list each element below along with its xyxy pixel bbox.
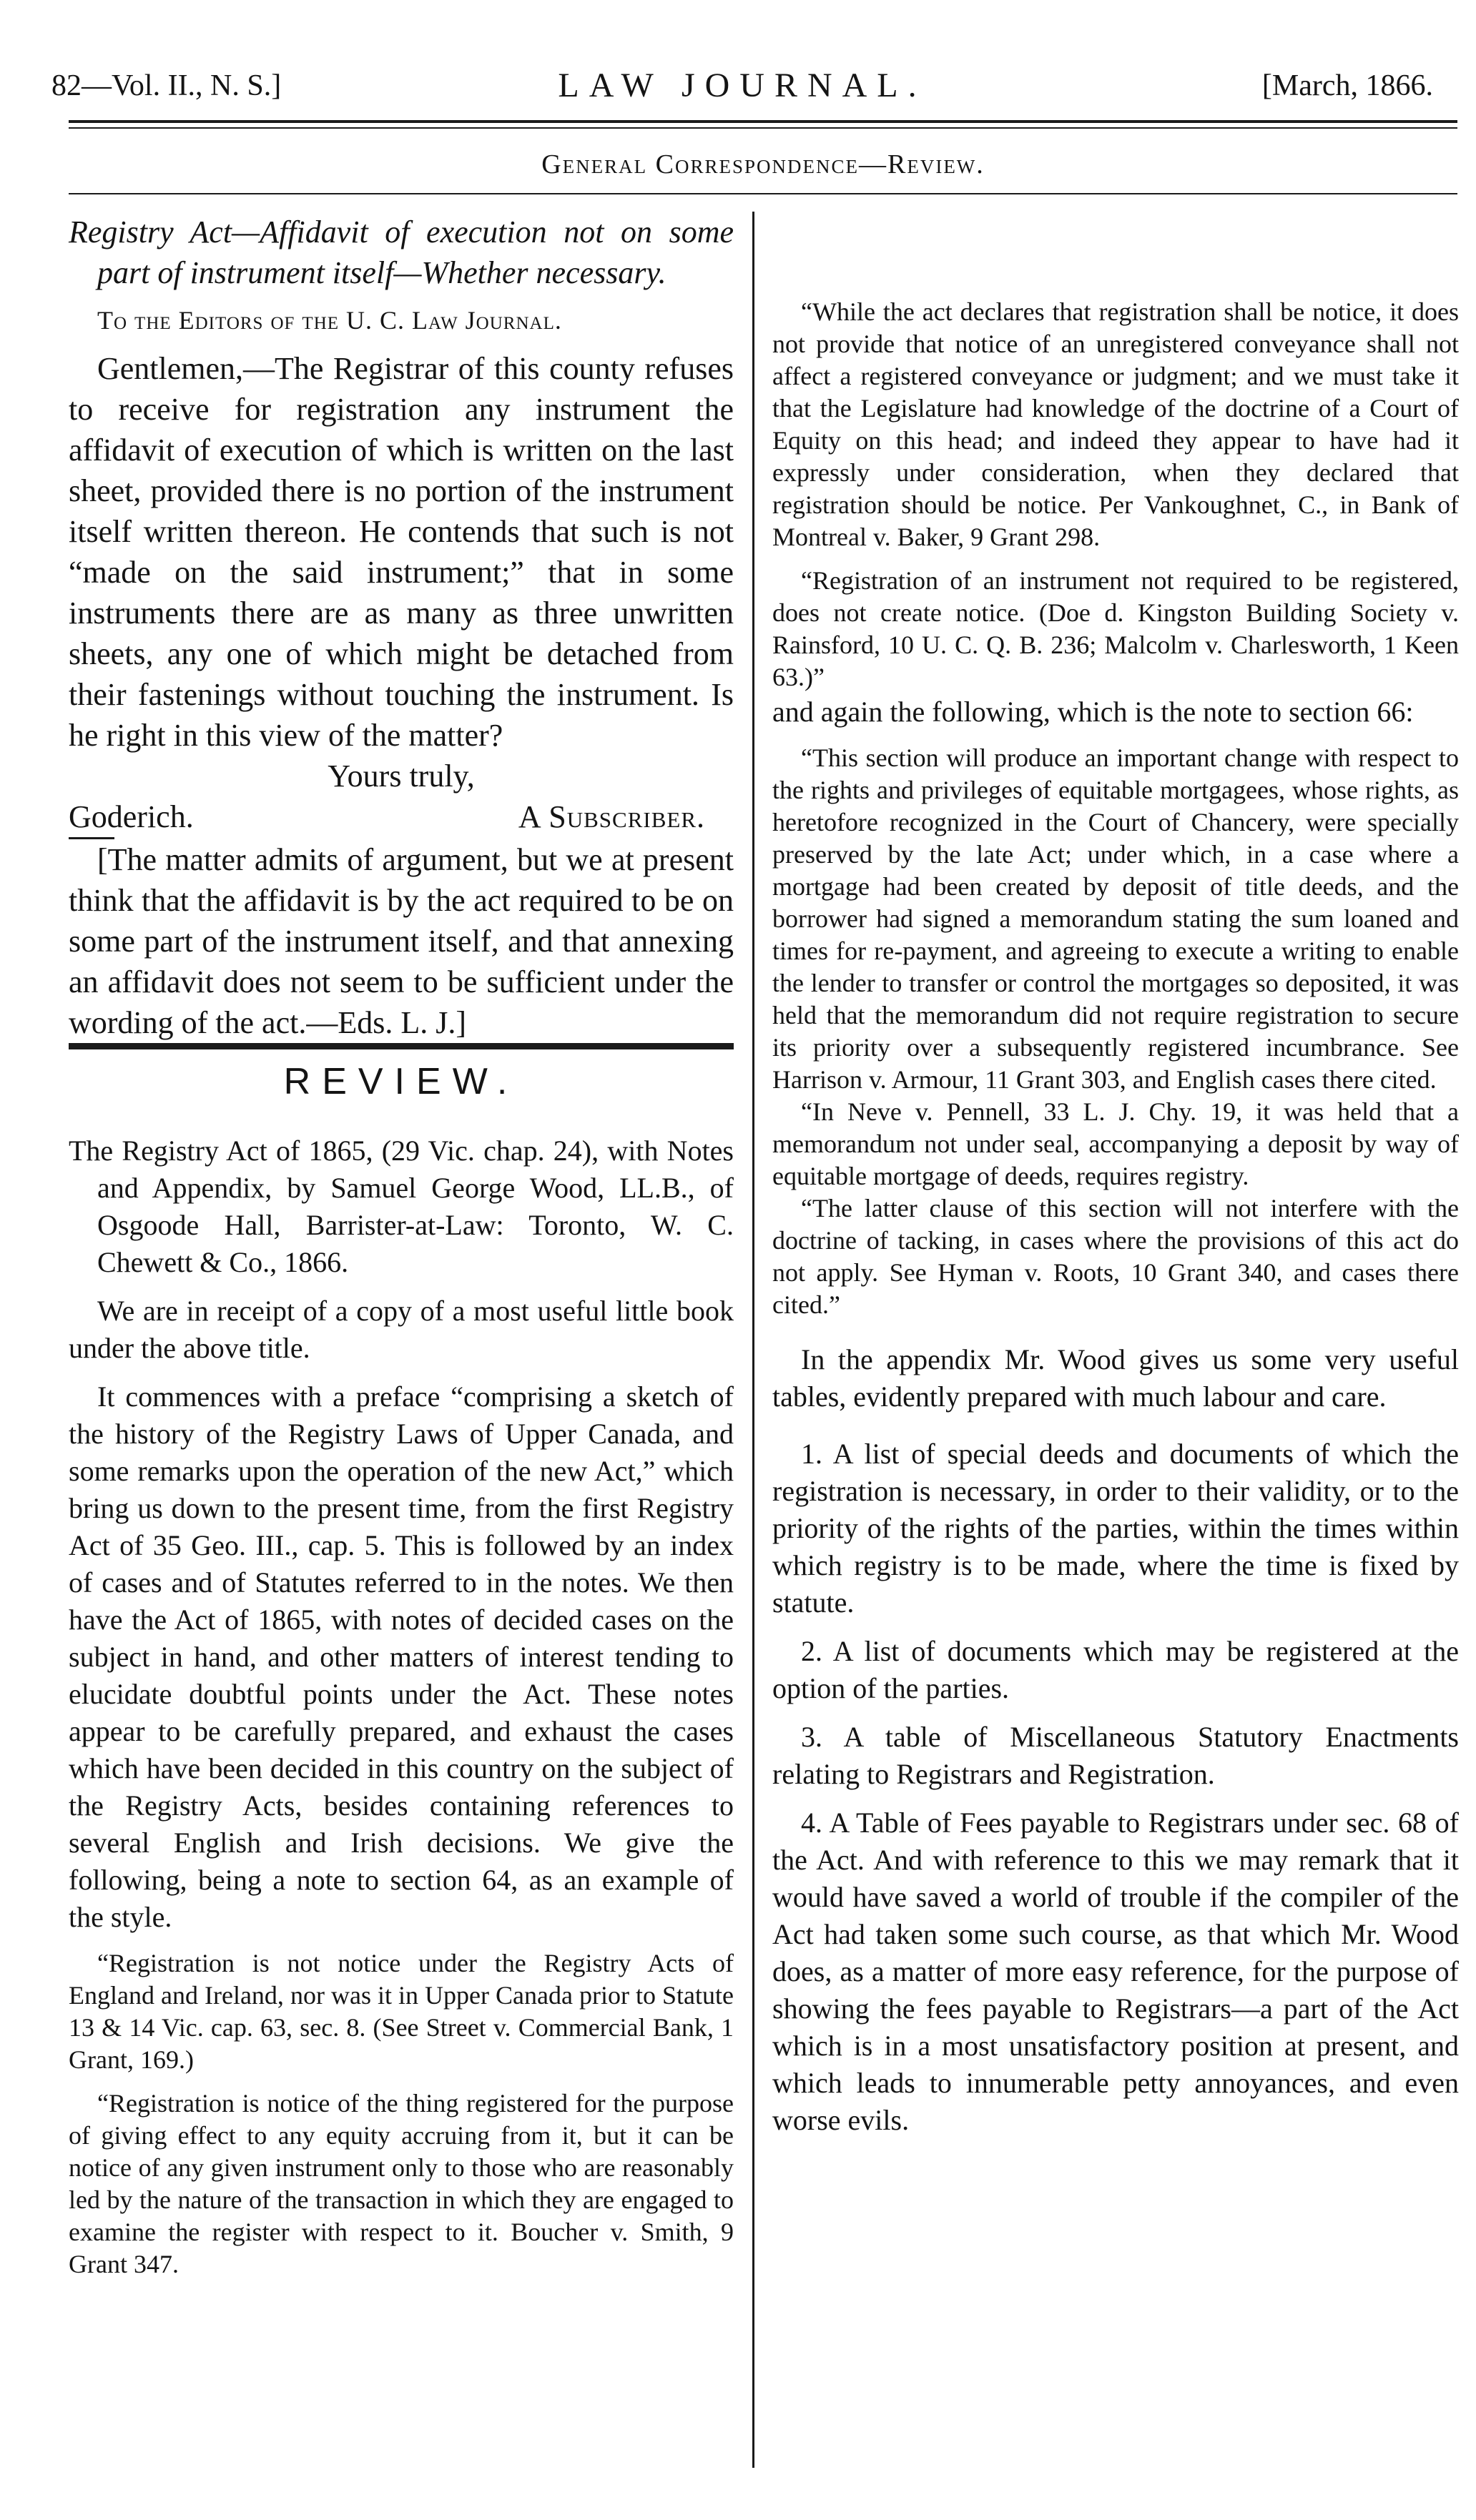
letter-signature-line (69, 796, 734, 837)
letter-title: Registry Act—Affidavit of execution not on some part of instrument itself—Whether necessary. (69, 214, 734, 290)
appendix-list-item: 2. A list of documents which may be registered at the option of the parties. (772, 1635, 1459, 1704)
section-rule-thin (69, 1048, 734, 1049)
column-divider (752, 212, 754, 2468)
header-volume: 82—Vol. II., N. S.] (51, 69, 282, 102)
appendix-list-item: 3. A table of Miscellaneous Statutory Enactments relating to Registrars and Registration. (772, 1721, 1459, 1790)
quote-note-6: “In Neve v. Pennell, 33 L. J. Chy. 19, it was held that a memorandum not under seal, accompanying a deposit by way of equitable mortgage of deeds, requires registry. (772, 1097, 1459, 1190)
section-rule-thick (69, 1043, 734, 1048)
quote-note-1: “Registration is not notice under the Registry Acts of England and Ireland, nor was it in Upper Canada prior to Statute 13 & 14 Vic. cap. 63, sec. 8. (See Street v. Commercial Bank, 1 Grant, 169.) (69, 1949, 734, 2074)
section-subheading: General Correspondence—Review. (541, 149, 985, 179)
appendix-list-item: 4. A Table of Fees payable to Registrars under sec. 68 of the Act. And with reference to this we may remark that it would have saved a world of trouble if the compiler of the Act had taken some such course, as that which Mr. Wood does, as a matter of more easy reference, for the purpose of showing the fees payable to Registrars—a part of the Act which is in a most unsatisfactory position at present, and which leads to innumerable petty annoyances, and even worse evils. (772, 1807, 1459, 2136)
right-column (772, 212, 1459, 2139)
quote-note-5: “This section will produce an important change with respect to the rights and privileges of equitable mortgagees, whose rights, as heretofore recognized in the Court of Chancery, were specially preserved by the late Act; under which, in a case where a mortgage had been created by deposit of title deeds, and the borrower had signed a memorandum stating the sum loaned and times for re-payment, and agreeing to execute a writing to enable the lender to transfer or control the mortgages so deposited, it was held that the memorandum did not require registration to secure its priority over a subsequently registered incumbrance. See Harrison v. Armour, 11 Grant 303, and English cases there cited. (772, 743, 1459, 1094)
header-journal-title: LAW JOURNAL. (558, 66, 927, 104)
quote-note-7: “The latter clause of this section will not interfere with the doctrine of tacking, in cases where the provisions of this act do not apply. See Hyman v. Roots, 10 Grant 340, and cases there cited.” (772, 1194, 1459, 1319)
letter-body: Gentlemen,—The Registrar of this county refuses to receive for registration any instrument the affidavit of execution of which is written on the last sheet, provided there is no portion of the instrument itself written thereon. He contends that such is not “made on the said instrument;” that in some instruments there are as many as three unwritten sheets, any one of which might be detached from their fastenings without touching the instrument. Is he right in this view of the matter? (69, 351, 734, 753)
review-heading: REVIEW. (283, 1061, 519, 1102)
editor-reply: [The matter admits of argument, but we at present think that the affidavit is by the act required to be on some part of the instrument itself, and that annexing an affidavit does not seem to be sufficient under the wording of the act.—Eds. L. J.] (69, 842, 734, 1040)
header-rule-thick (69, 120, 1457, 123)
review-paragraph-1: We are in receipt of a copy of a most useful little book under the above title. (69, 1295, 734, 1364)
review-paragraph-2: It commences with a preface “comprising a sketch of the history of the Registry Laws of Upper Canada, and some remarks upon the operation of the new Act,” which bring us down to the present time, from the first Registry Act of 35 Geo. III., cap. 5. This is followed by an index of cases and of Statutes referred to in the notes. We then have the Act of 1865, with notes of decided cases on the subject in hand, and other matters of interest tending to elucidate doubtful points under the Act. These notes appear to be carefully prepared, and exhaust the cases which have been decided in this country on the subject of the Registry Acts, besides containing references to several English and Irish decisions. We give the following, being a note to section 64, as an example of the style. (69, 1380, 734, 1933)
running-header (51, 63, 1433, 109)
quote-note-3: “While the act declares that registration shall be notice, it does not provide that notice of an unregistered conveyance shall not affect a registered conveyance or judgment; and we must take it that the Legislature had knowledge of the doctrine of a Court of Equity on this head; and indeed they appear to have had it expressly under consideration, when they declared that registration should be notice. Per Vankoughnet, C., in Bank of Montreal v. Baker, 9 Grant 298. (772, 297, 1459, 551)
book-entry: The Registry Act of 1865, (29 Vic. chap. 24), with Notes and Appendix, by Samuel George Wood, LL.B., of Osgoode Hall, Barrister-at-Law: Toronto, W. C. Chewett & Co., 1866. (69, 1135, 734, 1278)
letter-signature: A Subscriber. (518, 799, 705, 834)
letter-closing: Yours truly, (328, 759, 475, 794)
subheading-rule (69, 193, 1457, 194)
appendix-list-item: 1. A list of special deeds and documents of which the registration is necessary, in order to their validity, or to the priority of the rights of the parties, within the times within which registry is to be made, where the time is fixed by statute. (772, 1438, 1459, 1619)
header-rule-thin (69, 127, 1457, 129)
letter-place: Goderich. (69, 799, 194, 834)
quote-note-4: “Registration of an instrument not required to be registered, does not create notice. (Doe d. Kingston Building Society v. Rainsford, 10 U. C. Q. B. 236; Malcolm v. Charlesworth, 1 Keen 63.)” (772, 566, 1459, 691)
quote-note-2: “Registration is notice of the thing registered for the purpose of giving effect to any equity accruing from it, but it can be notice of any given instrument only to those who are reasonably led by the nature of the transaction in which they are engaged to examine the register with respect to it. Boucher v. Smith, 9 Grant 347. (69, 2089, 734, 2278)
header-date: [March, 1866. (1261, 69, 1433, 102)
review-paragraph-4: In the appendix Mr. Wood gives us some very useful tables, evidently prepared with much labour and care. (772, 1343, 1459, 1413)
letter-addressee: To the Editors of the U. C. Law Journal. (97, 306, 562, 335)
review-paragraph-3: and again the following, which is the note to section 66: (772, 696, 1414, 728)
left-column (69, 212, 734, 2281)
